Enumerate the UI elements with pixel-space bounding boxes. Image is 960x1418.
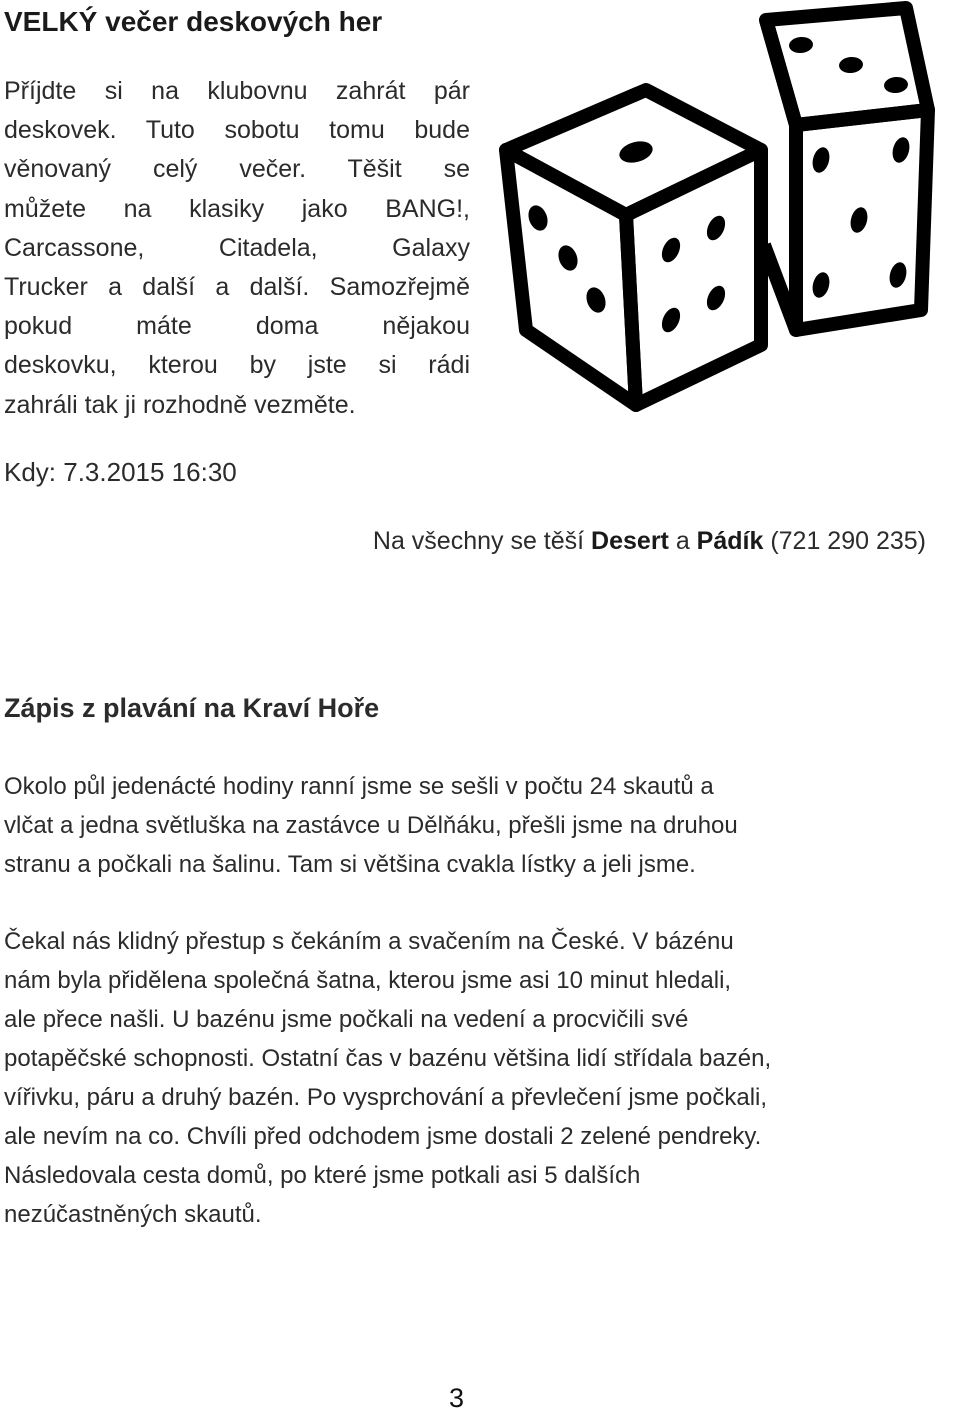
intro-line: Carcassone, Citadela, Galaxy xyxy=(4,233,470,262)
intro-line: zahráli tak ji rozhodně vezměte. xyxy=(4,390,356,419)
paragraph-line: nám byla přidělena společná šatna, kterou jsme asi 10 minut hledali, xyxy=(4,967,732,994)
intro-line: Příjdte si na klubovnu zahrát pár xyxy=(4,77,470,105)
event-hosts xyxy=(373,521,926,561)
paragraph-line: Okolo půl jedenácté hodiny ranní jsme se sešli v počtu 24 skautů a xyxy=(4,773,714,800)
report-paragraph xyxy=(4,922,934,1234)
dice-icon xyxy=(496,0,936,420)
host-name: Pádík xyxy=(696,527,764,555)
intro-line: deskovku, kterou by jste si rádi xyxy=(4,351,470,380)
paragraph-line: vlčat a jedna světluška na zastávce u Dělňáku, přešli jsme na druhou xyxy=(4,812,738,839)
contact-phone: (721 290 235) xyxy=(763,527,926,555)
paragraph-line: nezúčastněných skautů. xyxy=(4,1201,262,1228)
paragraph-line: potapěčské schopnosti. Ostatní čas v bazénu většina lidí střídala bazén, xyxy=(4,1045,772,1072)
intro-line: věnovaný celý večer. Těšit se xyxy=(4,155,470,184)
left-die xyxy=(506,90,761,405)
event-title: VELKÝ večer deskových her xyxy=(4,6,383,37)
report-paragraph xyxy=(4,767,934,884)
paragraph-line: Následovala cesta domů, po které jsme potkali asi 5 dalších xyxy=(4,1162,641,1189)
paragraph-line: Čekal nás klidný přestup s čekáním a svačením na České. V bázénu xyxy=(4,928,734,955)
welcome-prefix: Na všechny se těší xyxy=(372,527,592,555)
report-title: Zápis z plavání na Kraví Hoře xyxy=(4,693,380,723)
intro-line: můžete na klasiky jako BANG!, xyxy=(4,194,470,223)
intro-line: Trucker a další a další. Samozřejmě xyxy=(4,272,470,301)
welcome-and: a xyxy=(668,527,697,555)
intro-line: deskovek. Tuto sobotu tomu bude xyxy=(4,116,470,145)
page-number: 3 xyxy=(449,1383,465,1413)
paragraph-line: ale přece našli. U bazénu jsme počkali na vedení a procvičili své xyxy=(4,1006,689,1033)
paragraph-line: vířivku, páru a druhý bazén. Po vysprchování a převlečení jsme počkali, xyxy=(4,1084,768,1111)
paragraph-line: stranu a počkali na šalinu. Tam si většina cvakla lístky a jeli jsme. xyxy=(4,851,696,878)
event-time: Kdy: 7.3.2015 16:30 xyxy=(4,457,237,487)
host-name: Desert xyxy=(591,527,669,555)
intro-line: pokud máte doma nějakou xyxy=(4,312,470,341)
paragraph-line: ale nevím na co. Chvíli před odchodem jsme dostali 2 zelené pendreky. xyxy=(4,1123,762,1150)
event-intro xyxy=(4,72,470,425)
